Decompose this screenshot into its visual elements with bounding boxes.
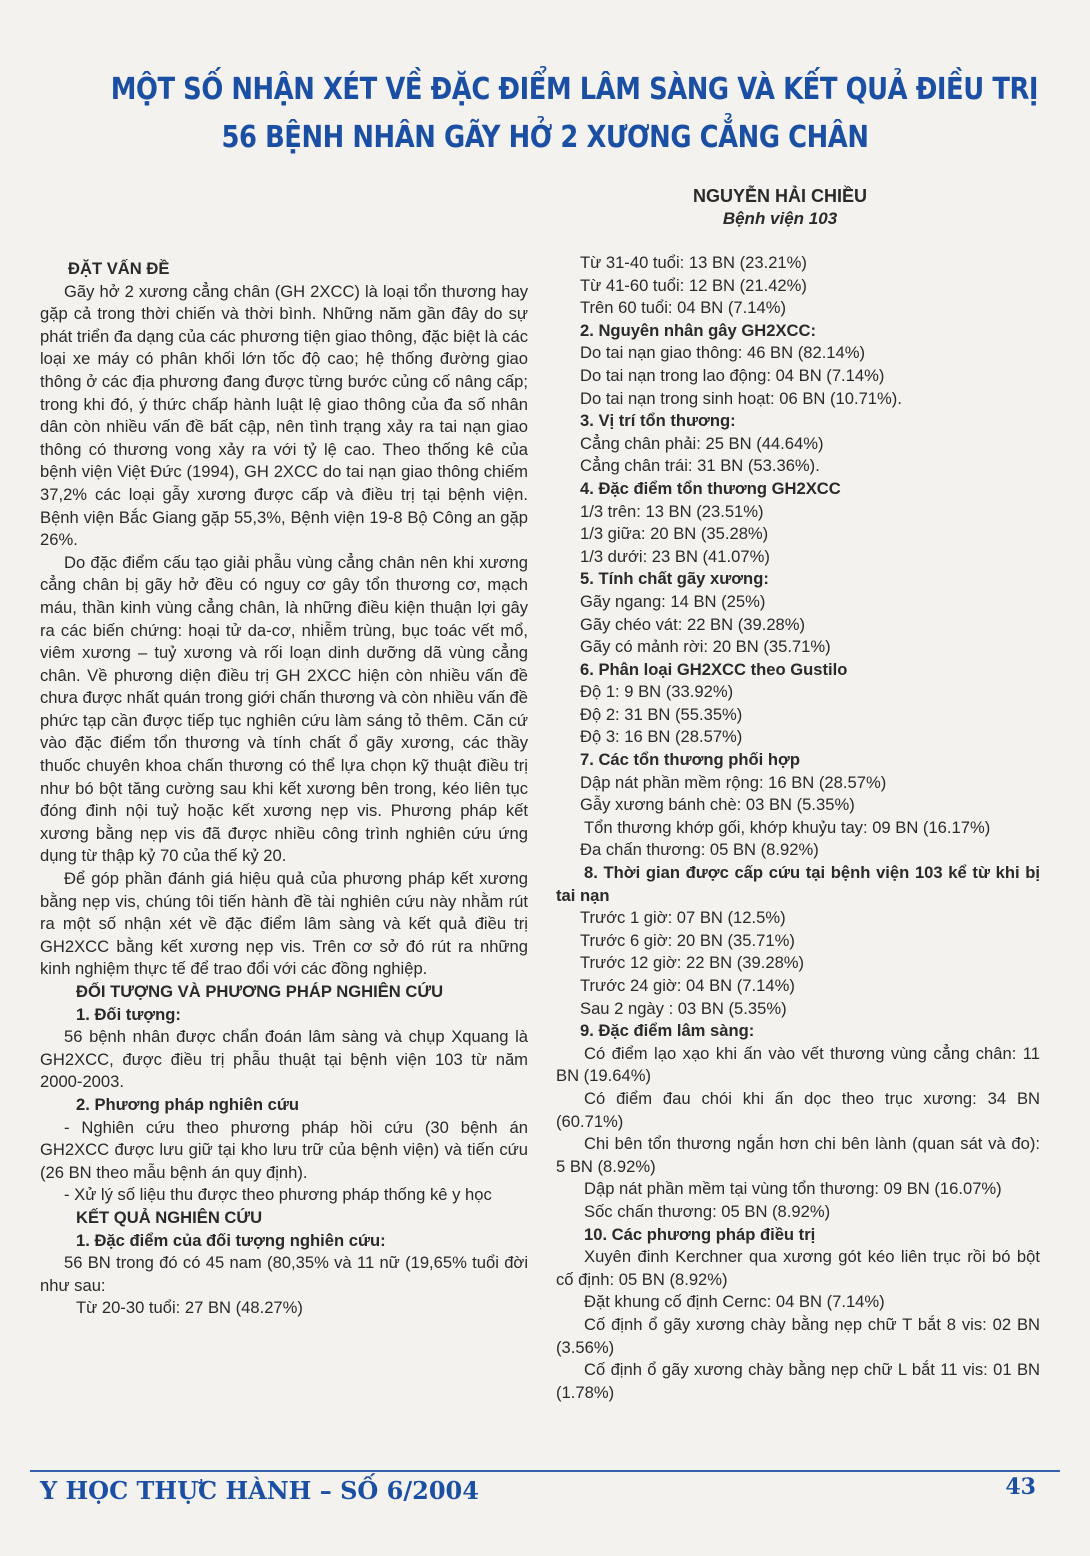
paragraph: 56 bệnh nhân được chẩn đoán lâm sàng và chụp Xquang là GH2XCC, được điều trị phẫu thuật tại bệnh viện 103 từ năm 2000-2003. [40, 1027, 528, 1092]
heading-introduction: ĐẶT VẤN ĐỀ [68, 259, 170, 278]
heading-location: 3. Vị trí tổn thương: [580, 411, 736, 431]
author-name: NGUYỄN HẢI CHIỀU [692, 186, 867, 206]
list-item: Cẳng chân phải: 25 BN (44.64%) [580, 433, 824, 453]
heading-results: KẾT QUẢ NGHIÊN CỨU [76, 1207, 263, 1227]
heading-emergency-time: 8. Thời gian được cấp cứu tại bệnh viện 103 kể từ khi bị tai nạn [556, 863, 1040, 905]
list-item: Đa chấn thương: 05 BN (8.92%) [580, 840, 819, 860]
list-item: Do tai nạn trong sinh hoạt: 06 BN (10.71%). [580, 388, 902, 408]
heading-methods: ĐỐI TƯỢNG VÀ PHƯƠNG PHÁP NGHIÊN CỨU [76, 982, 444, 1001]
heading-treatment: 10. Các phương pháp điều trị [584, 1224, 816, 1244]
list-item: Gẫy xương bánh chè: 03 BN (5.35%) [580, 795, 855, 815]
list-item: Chi bên tổn thương ngắn hơn chi bên lành (quan sát và đo): 5 BN (8.92%) [556, 1134, 1040, 1176]
list-item: Gãy chéo vát: 22 BN (39.28%) [580, 614, 806, 634]
title-line-1: MỘT SỐ NHẬN XÉT VỀ ĐẶC ĐIỂM LÂM SÀNG VÀ KẾT QUẢ ĐIỀU TRỊ [110, 72, 1039, 107]
list-item: Cố định ổ gãy xương chày bằng nẹp chữ L bắt 11 vis: 01 BN (1.78%) [556, 1360, 1040, 1402]
list-item: Từ 20-30 tuổi: 27 BN (48.27%) [76, 1298, 303, 1318]
heading-fracture-type: 5. Tính chất gãy xương: [580, 569, 769, 589]
title-line-2: 56 BỆNH NHÂN GÃY HỞ 2 XƯƠNG CẲNG CHÂN [221, 120, 869, 155]
left-column [40, 258, 528, 1320]
heading-injury-features: 4. Đặc điểm tổn thương GH2XCC [580, 478, 841, 498]
paragraph: Gãy hở 2 xương cẳng chân (GH 2XCC) là loại tổn thương hay gặp cả trong thời chiến và thời bình. Những năm gần đây do sự phát triển đa dạng của các phương tiện giao thông, đặc biệt là các loại xe máy có phân khối lớn tốc độ cao; hệ thống đường giao thông ở các địa phương đang được từng bước củng cố nâng cấp; trong khi đó, ý thức chấp hành luật lệ giao thông của đa số nhân dân còn nhiều vấn đề bất cập, nên tình trạng xảy ra tai nạn giao thông có thương vong xảy ra với tỷ lệ cao. Theo thống kê của bệnh viện Việt Đức (1994), GH 2XCC do tai nạn giao thông chiếm 37,2% các loại gẫy xương được cấp và điều trị tại bệnh viện. Bệnh viện Bắc Giang gặp 55,3%, Bệnh viện 19-8 Bộ Công an gặp 26%. [40, 281, 528, 550]
footer-divider [30, 1470, 1060, 1472]
list-item: Cẳng chân trái: 31 BN (53.36%). [580, 456, 820, 476]
list-item: Có điểm lạo xạo khi ấn vào vết thương vùng cẳng chân: 11 BN (19.64%) [556, 1043, 1040, 1086]
heading-clinical: 9. Đặc điểm lâm sàng: [580, 1021, 755, 1041]
list-item: Từ 31-40 tuổi: 13 BN (23.21%) [580, 253, 807, 272]
paragraph: Để góp phần đánh giá hiệu quả của phương pháp kết xương bằng nẹp vis, chúng tôi tiến hành đề tài nghiên cứu này nhằm rút ra một số nhận xét về đặc điểm lâm sàng và kết quả điều trị GH2XCC bằng kết xương nẹp vis. Trên cơ sở đó rút ra những kinh nghiệm thực tế để trao đổi với các đồng nghiệp. [40, 869, 528, 979]
list-item: Sau 2 ngày : 03 BN (5.35%) [580, 998, 787, 1018]
right-column [556, 252, 1040, 1404]
list-item: Độ 1: 9 BN (33.92%) [580, 682, 734, 702]
list-item: 1/3 giữa: 20 BN (35.28%) [580, 524, 769, 544]
heading-method: 2. Phương pháp nghiên cứu [76, 1094, 299, 1114]
heading-results-1: 1. Đặc điểm của đối tượng nghiên cứu: [76, 1230, 386, 1250]
list-item: Độ 2: 31 BN (55.35%) [580, 704, 743, 724]
list-item: Trước 12 giờ: 22 BN (39.28%) [580, 953, 805, 973]
list-item: Dập nát phần mềm tại vùng tổn thương: 09 BN (16.07%) [584, 1179, 1002, 1199]
paragraph: - Nghiên cứu theo phương pháp hồi cứu (30 bệnh án GH2XCC được lưu giữ tại kho lưu trữ của bệnh viện) và tiến cứu (26 BN theo mẫu bệnh án quy định). [40, 1117, 528, 1182]
heading-gustilo: 6. Phân loại GH2XCC theo Gustilo [580, 659, 848, 679]
list-item: Gãy có mảnh rời: 20 BN (35.71%) [580, 637, 831, 657]
list-item: Độ 3: 16 BN (28.57%) [580, 727, 743, 747]
paragraph: - Xử lý số liệu thu được theo phương pháp thống kê y học [64, 1185, 492, 1205]
article-title [110, 66, 1039, 162]
list-item: Trước 1 giờ: 07 BN (12.5%) [580, 908, 786, 928]
list-item: Gãy ngang: 14 BN (25%) [580, 591, 766, 611]
list-item: Trước 6 giờ: 20 BN (35.71%) [580, 930, 795, 950]
list-item: Dập nát phần mềm rộng: 16 BN (28.57%) [580, 772, 887, 792]
list-item: Xuyên đinh Kerchner qua xương gót kéo liên trục rồi bó bột cố định: 05 BN (8.92%) [556, 1247, 1040, 1289]
list-item: Sốc chấn thương: 05 BN (8.92%) [584, 1201, 831, 1221]
list-item: 1/3 trên: 13 BN (23.51%) [580, 501, 764, 521]
list-item: Trước 24 giờ: 04 BN (7.14%) [580, 976, 795, 995]
paragraph: 56 BN trong đó có 45 nam (80,35% và 11 nữ (19,65% tuổi đời như sau: [40, 1253, 528, 1295]
heading-causes: 2. Nguyên nhân gây GH2XCC: [580, 320, 817, 340]
list-item: Cố định ổ gãy xương chày bằng nẹp chữ T bắt 8 vis: 02 BN (3.56%) [556, 1314, 1040, 1357]
heading-associated-injuries: 7. Các tổn thương phối hợp [580, 750, 800, 770]
list-item: Trên 60 tuổi: 04 BN (7.14%) [580, 298, 786, 318]
paragraph: Do đặc điểm cấu tạo giải phẫu vùng cẳng chân nên khi xương cẳng chân bị gãy hở đều có nguy cơ gây tổn thương cơ, mạch máu, thần kinh vùng cẳng chân, là những điều kiện thuận lợi gây ra các biến chứng: hoại tử da-cơ, nhiễm trùng, bục toác vết mổ, viêm xương – tuỷ xương và rối loạn dinh dưỡng dã vùng cẳng chân. Về phương diện điều trị GH 2XCC hiện còn nhiều vấn đề chưa được nhất quán trong giới chấn thương và còn nhiều vấn đề phức tạp cần được tiếp tục nghiên cứu làm sáng tỏ thêm. Căn cứ vào đặc điểm tổn thương và tính chất ổ gãy xương, các thầy thuốc chuyên khoa chấn thương có thể lựa chọn kỹ thuật điều trị như bó bột tăng cường sau khi kết xương bên trong, kéo liên tục đóng đinh nội tuỷ hoặc kết xương nẹp vis. Phương pháp kết xương bằng nẹp vis đã được nhiều công trình nghiên cứu ứng dụng từ thập kỷ 70 của thế kỷ 20. [40, 552, 528, 866]
list-item: Đặt khung cố định Cernc: 04 BN (7.14%) [584, 1292, 885, 1312]
journal-name: Y HỌC THỰC HÀNH – SỐ 6/2004 [40, 1476, 479, 1505]
list-item: Tổn thương khớp gối, khớp khuỷu tay: 09 BN (16.17%) [584, 817, 991, 837]
author-affiliation: Bệnh viện 103 [722, 209, 838, 228]
list-item: Do tai nạn giao thông: 46 BN (82.14%) [580, 343, 866, 363]
list-item: 1/3 dưới: 23 BN (41.07%) [580, 546, 770, 566]
list-item: Có điểm đau chói khi ấn dọc theo trục xương: 34 BN (60.71%) [556, 1088, 1040, 1131]
page-number: 43 [1005, 1474, 1036, 1500]
heading-subjects: 1. Đối tượng: [76, 1004, 181, 1024]
list-item: Do tai nạn trong lao động: 04 BN (7.14%) [580, 365, 885, 385]
list-item: Từ 41-60 tuổi: 12 BN (21.42%) [580, 275, 807, 295]
